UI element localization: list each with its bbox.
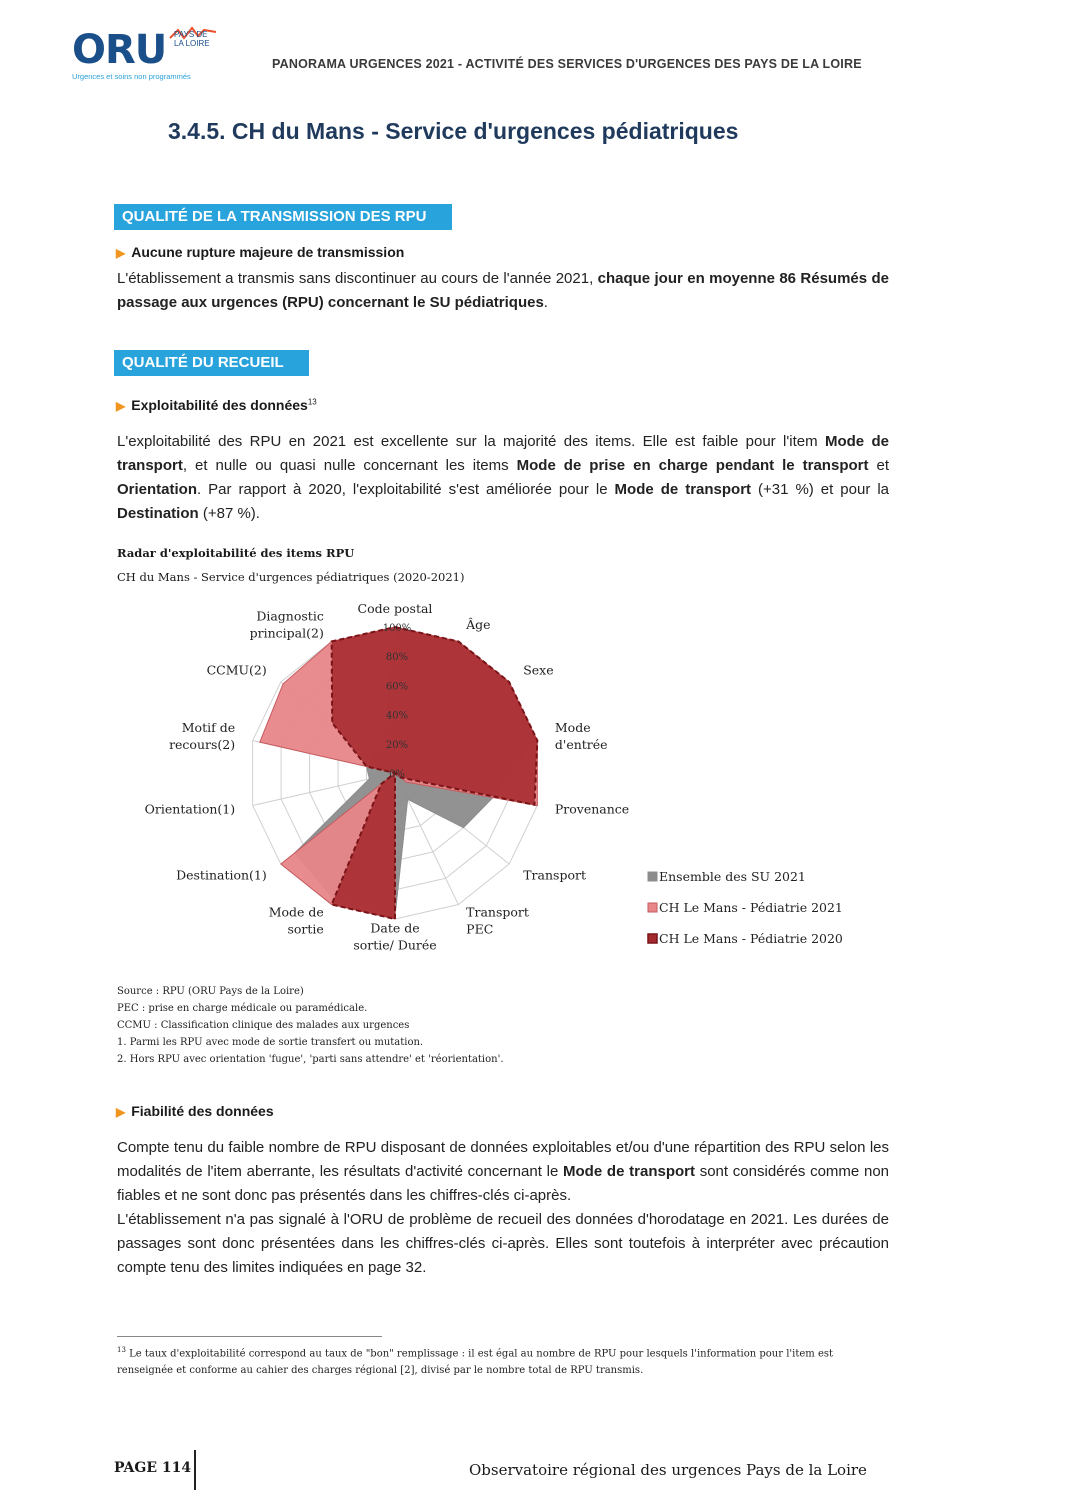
note-1: 1. Parmi les RPU avec mode de sortie transfert ou mutation.	[117, 1037, 424, 1048]
radar-axis-label: Âge	[466, 617, 491, 633]
radar-axis-label: Motif de recours(2)	[169, 720, 236, 753]
orange-triangle-icon: ▶	[116, 1105, 126, 1119]
radar-axis-label: Orientation(1)	[144, 801, 236, 817]
page-number: PAGE 114	[114, 1460, 192, 1476]
logo-text: ORU	[72, 27, 167, 73]
fiabilite-bold-1: Mode de transport	[563, 1163, 695, 1180]
recueil-banner: QUALITÉ DU RECUEIL	[114, 350, 309, 376]
recueil-bold-4: Mode de transport	[614, 481, 752, 498]
exploitabilite-paragraph	[117, 430, 889, 526]
radar-series-3	[332, 627, 538, 919]
legend-swatch	[648, 903, 657, 912]
radar-axis-label: Mode d'entrée	[554, 720, 608, 753]
radar-axis-label: Code postal	[357, 601, 433, 616]
transmission-paragraph	[117, 267, 889, 315]
radar-axis-label: CCMU(2)	[206, 662, 267, 678]
radar-tick-label: 80%	[385, 652, 409, 664]
footnote-ref: 13	[307, 397, 317, 407]
radar-tick-label: 60%	[385, 681, 409, 693]
note-2: 2. Hors RPU avec orientation 'fugue', 'parti sans attendre' et 'réorientation'.	[117, 1054, 504, 1065]
radar-axis-label: Diagnostic principal(2)	[249, 608, 324, 641]
logo-tagline: Urgences et soins non programmés	[72, 72, 191, 81]
note-ccmu: CCMU : Classification clinique des malades aux urgences	[117, 1020, 410, 1031]
orange-triangle-icon: ▶	[116, 246, 126, 260]
legend-label: Ensemble des SU 2021	[659, 869, 806, 884]
orange-triangle-icon: ▶	[116, 399, 126, 413]
radar-axis-label: Sexe	[523, 662, 554, 678]
radar-chart	[144, 596, 880, 976]
section-title: 3.4.5. CH du Mans - Service d'urgences pédiatriques	[168, 118, 739, 144]
radar-tick-label: 0%	[389, 769, 405, 780]
legend-label: CH Le Mans - Pédiatrie 2020	[659, 931, 843, 946]
recueil-text-6: (+87 %).	[198, 505, 260, 522]
radar-axis-label: Transport	[523, 867, 586, 883]
recueil-text-5: (+31 %) et pour la	[751, 481, 889, 498]
logo-region-line1: PAYS DE	[174, 30, 208, 39]
footnote	[117, 1342, 892, 1379]
fiabilite-paragraph-2: L'établissement n'a pas signalé à l'ORU de problème de recueil des données d'horodatage en 2021. Les durées de passages sont donc présentées dans les chiffres-clés ci-après. Elles sont toutefois à interpréter avec précaution compte tenu des limites indiquées en page 32.	[117, 1211, 889, 1276]
fiabilite-subhead-text: Fiabilité des données	[131, 1103, 274, 1119]
footer-divider	[194, 1450, 196, 1490]
radar-axis-label: Date de sortie/ Durée	[353, 920, 437, 953]
legend-swatch	[648, 934, 657, 943]
note-pec: PEC : prise en charge médicale ou paramédicale.	[117, 1003, 368, 1014]
recueil-text-1: L'exploitabilité des RPU en 2021 est excellente sur la majorité des items. Elle est faible pour l'item	[117, 433, 825, 450]
transmission-banner: QUALITÉ DE LA TRANSMISSION DES RPU	[114, 204, 452, 230]
logo-region-line2: LA LOIRE	[174, 39, 210, 48]
transmission-text-end: .	[543, 294, 548, 311]
fiabilite-subhead	[116, 1103, 274, 1119]
fiabilite-paragraph-1	[117, 1136, 889, 1208]
legend-label: CH Le Mans - Pédiatrie 2021	[659, 900, 843, 915]
recueil-text-2: , et nulle ou quasi nulle concernant les items	[182, 457, 517, 474]
logo-region	[174, 30, 210, 48]
fiabilite-text-2: sont considérés comme non fiables et ne sont donc pas présentés dans les chiffres-clés ci-après.	[117, 1163, 889, 1204]
radar-axis-label: Destination(1)	[176, 867, 267, 883]
legend-swatch	[648, 872, 657, 881]
chart-subtitle: CH du Mans - Service d'urgences pédiatriques (2020-2021)	[117, 570, 465, 584]
chart-source: Source : RPU (ORU Pays de la Loire)	[117, 986, 304, 997]
radar-tick-label: 100%	[382, 623, 412, 634]
document-header-title: PANORAMA URGENCES 2021 - ACTIVITÉ DES SERVICES D'URGENCES DES PAYS DE LA LOIRE	[272, 57, 862, 71]
transmission-text-bold: chaque jour en moyenne 86 Résumés de passage aux urgences (RPU) concernant le SU pédiatriques	[117, 270, 889, 311]
radar-axis-label: Provenance	[554, 801, 630, 817]
transmission-text: L'établissement a transmis sans discontinuer au cours de l'année 2021,	[117, 270, 598, 287]
fiabilite-text-1: Compte tenu du faible nombre de RPU disposant de données exploitables et/ou d'une répartition des RPU selon les modalités de l'item aberrante, les résultats d'activité concernant le	[117, 1139, 889, 1180]
chart-title: Radar d'exploitabilité des items RPU	[117, 546, 355, 560]
footnote-divider	[117, 1336, 382, 1337]
recueil-bold-2: Mode de prise en charge pendant le transport	[516, 457, 869, 474]
recueil-text-3: et	[868, 457, 889, 474]
transmission-subhead	[116, 244, 404, 260]
radar-tick-label: 40%	[385, 710, 409, 722]
footer-organization: Observatoire régional des urgences Pays de la Loire	[469, 1461, 867, 1479]
recueil-text-4: . Par rapport à 2020, l'exploitabilité s'est améliorée pour le	[197, 481, 615, 498]
radar-tick-label: 20%	[385, 739, 409, 751]
exploitabilite-subhead-text: Exploitabilité des données	[131, 397, 308, 413]
radar-axis-label: Transport PEC	[466, 904, 529, 937]
recueil-bold-1: Mode de transport	[117, 433, 889, 474]
footnote-text: Le taux d'exploitabilité correspond au taux de "bon" remplissage : il est égal au nombre de RPU pour lesquels l'information pour l'item est renseignée et conforme au cahier des charges régional [2], divisé par le nombre total de RPU transmis.	[117, 1348, 834, 1377]
recueil-bold-5: Destination	[117, 505, 199, 522]
radar-axis-label: Mode de sortie	[268, 904, 324, 937]
transmission-subhead-text: Aucune rupture majeure de transmission	[131, 244, 405, 260]
recueil-bold-3: Orientation	[117, 481, 198, 498]
oru-logo	[72, 28, 222, 84]
footnote-number: 13	[117, 1346, 126, 1354]
exploitabilite-subhead	[116, 397, 317, 413]
